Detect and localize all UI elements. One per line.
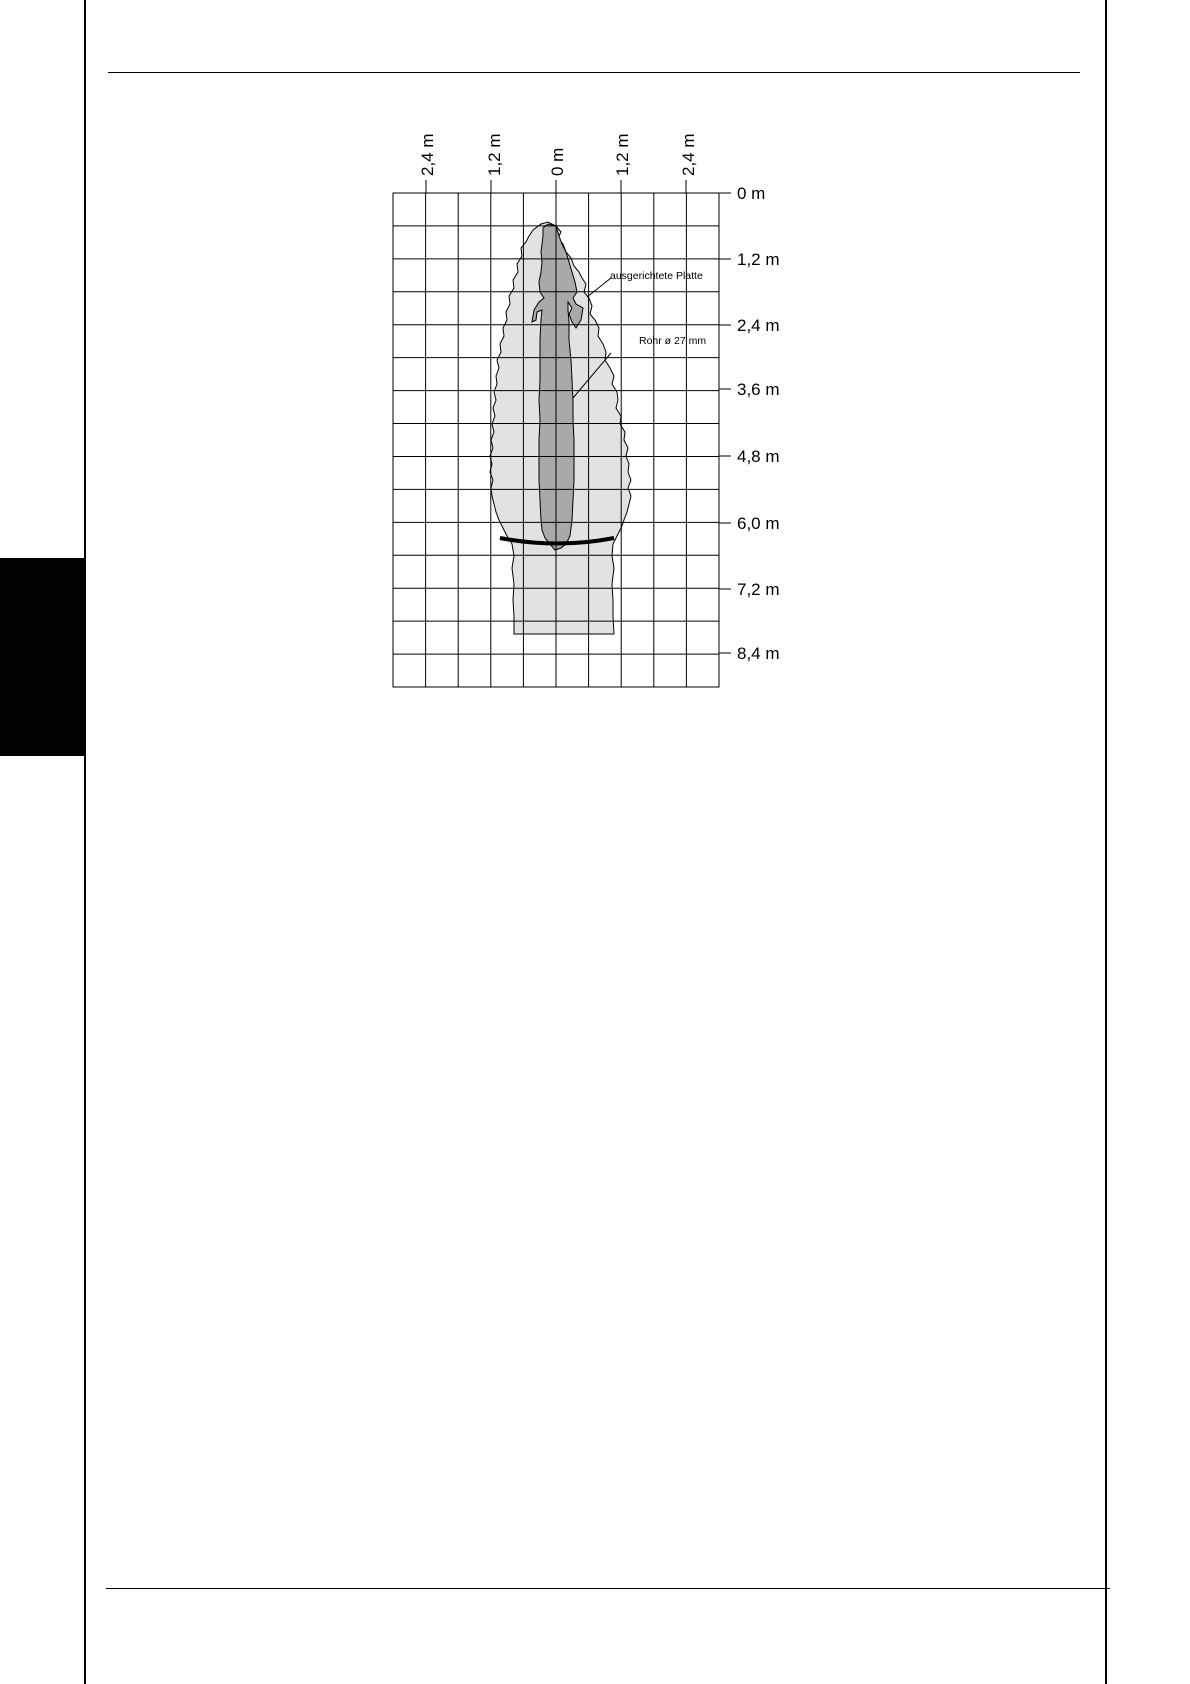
right-axis-label: 8,4 m bbox=[737, 644, 780, 663]
right-axis-label: 4,8 m bbox=[737, 447, 780, 466]
right-axis-label: 6,0 m bbox=[737, 514, 780, 533]
right-axis-label: 1,2 m bbox=[737, 250, 780, 269]
top-axis-label: 2,4 m bbox=[418, 133, 437, 176]
plate-callout-label: ausgerichtete Platte bbox=[610, 270, 703, 282]
right-axis-labels bbox=[737, 184, 780, 663]
pipe-callout-label: Rohr ø 27 mm bbox=[639, 335, 707, 347]
top-axis-label: 1,2 m bbox=[613, 133, 632, 176]
top-axis-label: 0 m bbox=[548, 147, 567, 176]
top-axis-label: 2,4 m bbox=[679, 133, 698, 176]
right-axis-label: 2,4 m bbox=[737, 316, 780, 335]
right-axis-label: 3,6 m bbox=[737, 380, 780, 399]
top-axis-label: 1,2 m bbox=[485, 133, 504, 176]
right-axis-label: 0 m bbox=[737, 184, 766, 203]
right-axis-label: 7,2 m bbox=[737, 580, 780, 599]
top-axis-labels bbox=[418, 133, 698, 176]
